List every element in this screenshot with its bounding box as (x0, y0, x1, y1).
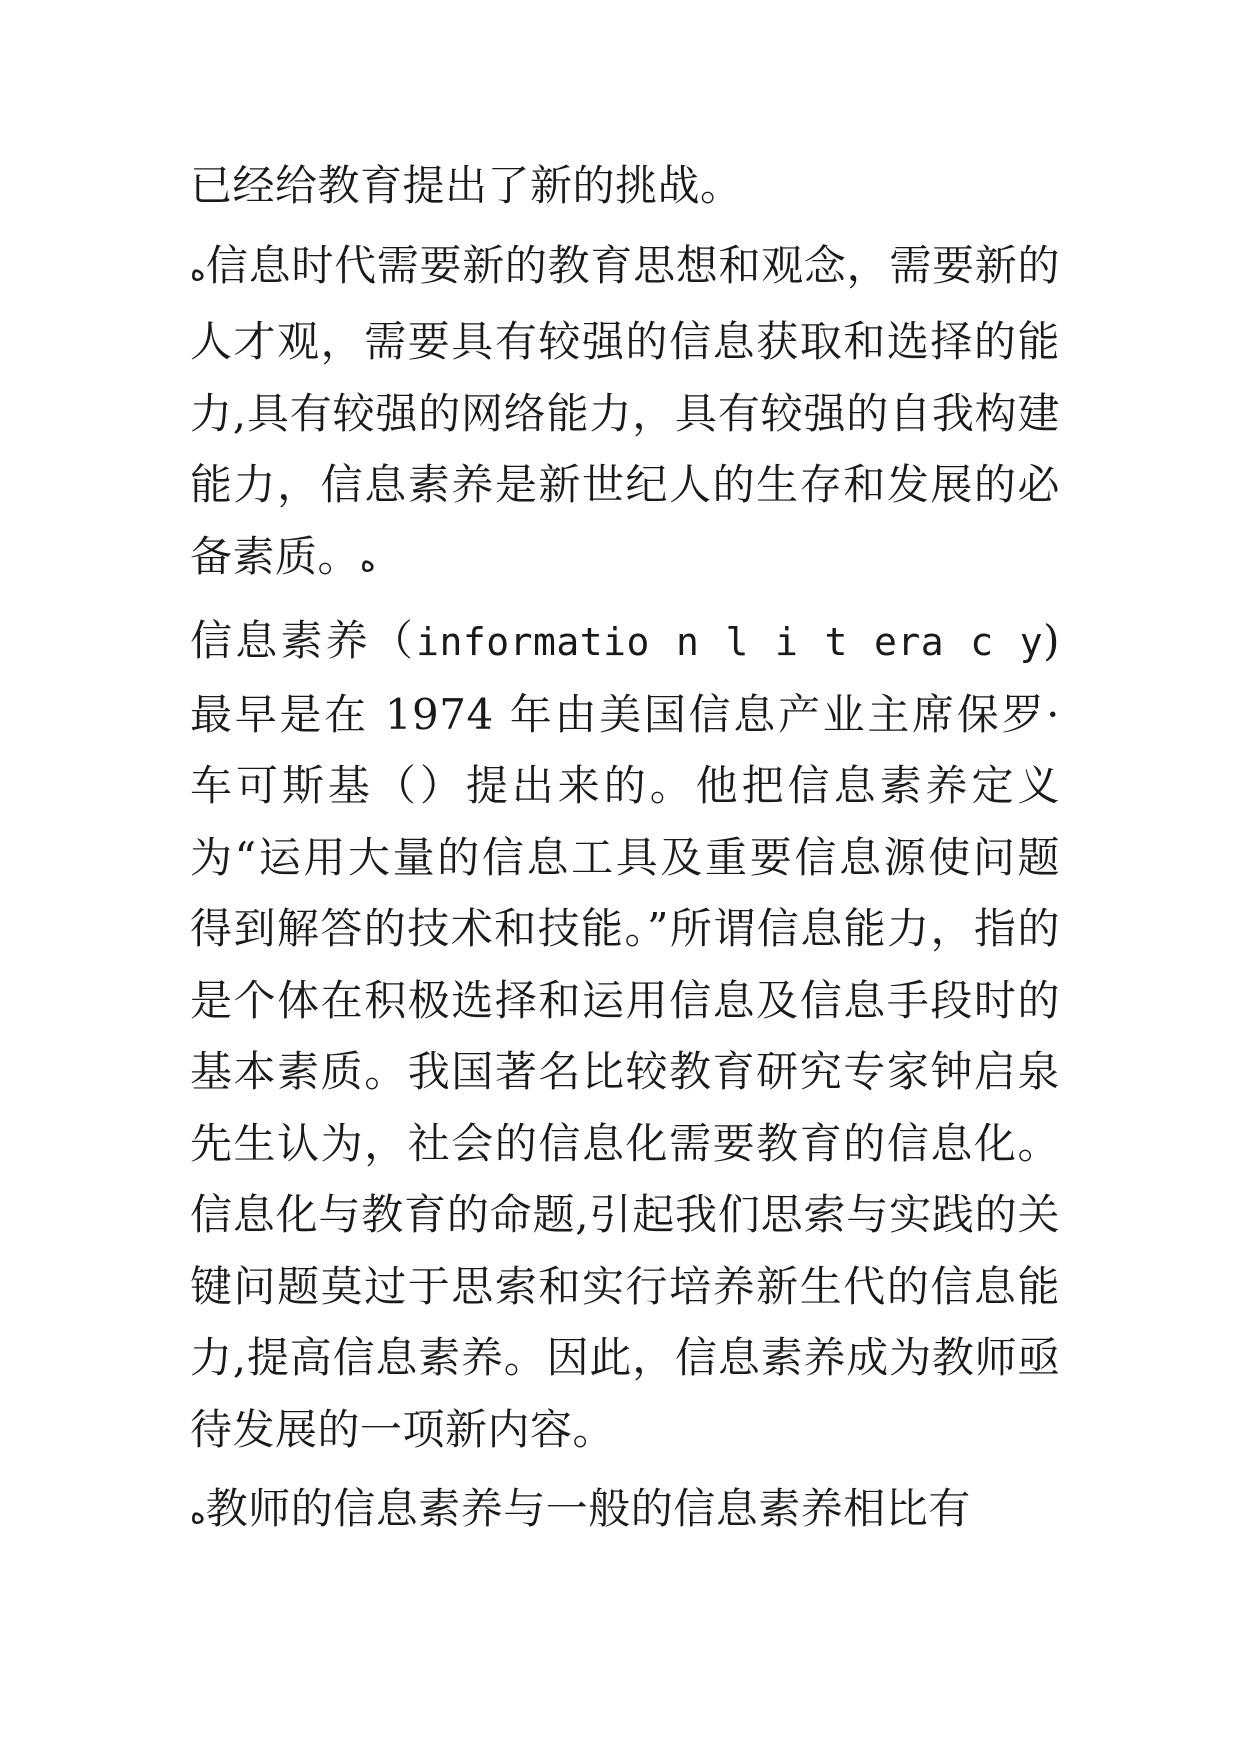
paragraph-marker: ه (360, 543, 376, 579)
paragraph-2-text: 信息时代需要新的教育思想和观念，需要新的人才观，需要具有较强的信息获取和选择的能力,具有较强的网络能力，具有较强的自我构建能力，信息素养是新世纪人的生存和发展的必备素质。 (190, 240, 1060, 581)
paragraph-1-text: 已经给教育提出了新的挑战。 (190, 161, 743, 210)
paragraph-3 (190, 605, 1060, 1465)
paragraph-marker: ه (190, 252, 206, 288)
paragraph-4 (190, 1473, 1060, 1550)
paragraph-2 (190, 230, 1060, 598)
paragraph-marker: ه (190, 1496, 206, 1531)
paragraph-3-text-after: )最早是在 1974 年由美国信息产业主席保罗·车可斯基（）提出来的。他把信息素养定义为“运用大量的信息工具及重要信息源使问题得到解答的技术和技能。”所谓信息能力，指的是个体在积极选择和运用信息及信息手段时的基本素质。我国著名比较教育研究专家钟启泉先生认为，社会的信息化需要教育的信息化。信息化与教育的命题,引起我们思索与实践的关键问题莫过于思索和实行培养新生代的信息能力,提高信息素养。因此，信息素养成为教师亟待发展的一项新内容。 (190, 616, 1060, 1454)
paragraph-3-latin-term: informatio n l i t era c y (416, 620, 1044, 664)
body-text (190, 150, 1060, 1550)
paragraph-3-text-before: 信息素养（ (190, 616, 417, 665)
paragraph-4-text: 教师的信息素养与一般的信息素养相比有 (205, 1484, 971, 1533)
paragraph-1 (190, 150, 1060, 222)
